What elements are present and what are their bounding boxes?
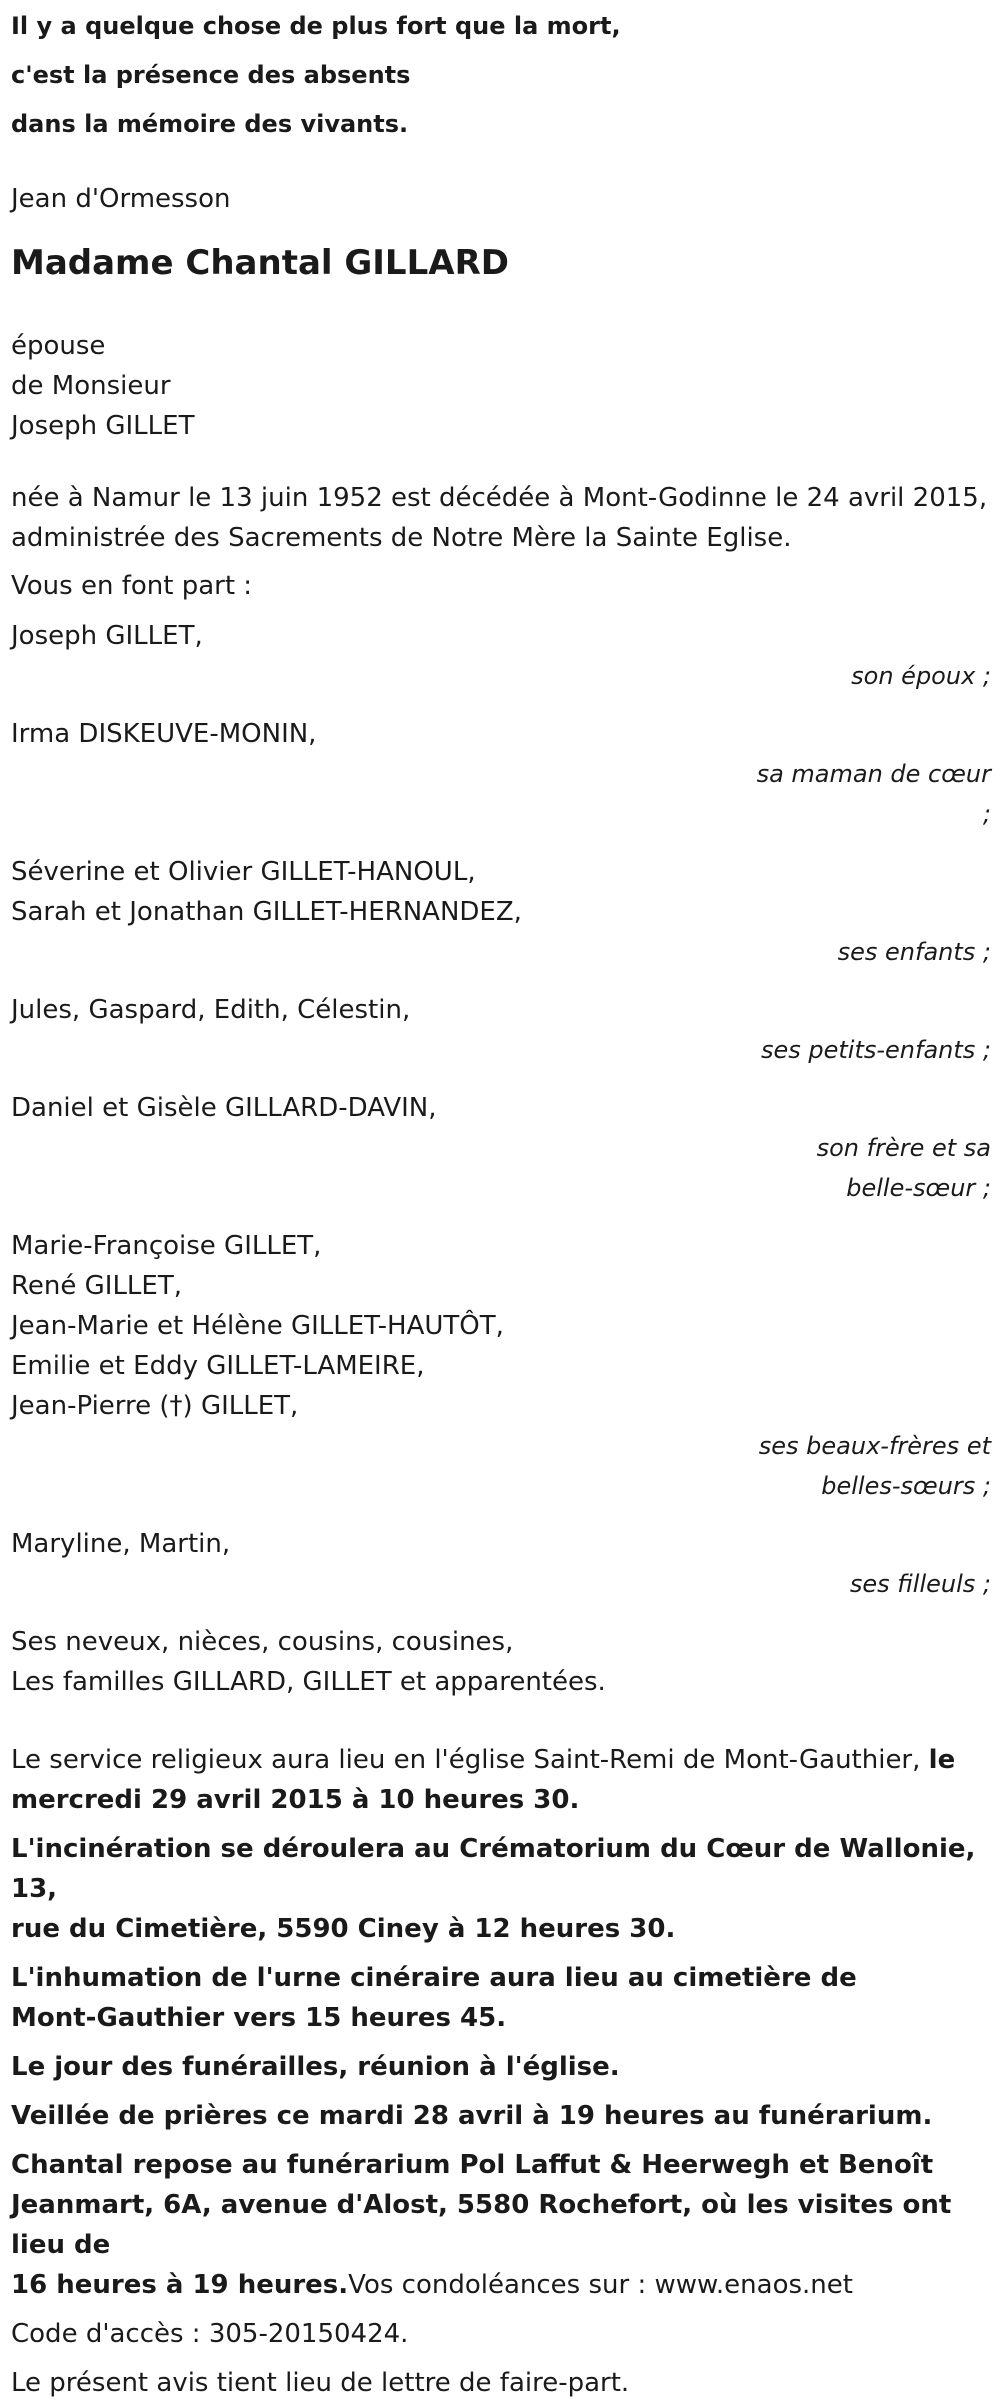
family-member: Jean-Pierre (†) GILLET, [11, 1391, 299, 1421]
family-member: René GILLET, [11, 1271, 182, 1301]
vigil-info: Veillée de prières ce mardi 28 avril à 19 heures au funérarium. [11, 2101, 933, 2131]
spouse-line: Joseph GILLET [11, 411, 195, 441]
service-text: Le service religieux aura lieu en l'église Saint-Remi de Mont-Gauthier, [11, 1745, 929, 1775]
family-member: Joseph GILLET, [11, 621, 203, 651]
announcement-intro: Vous en font part : [11, 571, 253, 601]
family-relation: ses enfants ; [837, 938, 991, 966]
extended-family-line: Les familles GILLARD, GILLET et apparentées. [11, 1667, 606, 1697]
family-group [11, 1226, 991, 1506]
family-relation: ses petits-enfants ; [760, 1036, 991, 1064]
family-member: Jules, Gaspard, Edith, Célestin, [11, 995, 411, 1025]
family-member: Sarah et Jonathan GILLET-HERNANDEZ, [11, 897, 522, 927]
inhumation-line: L'inhumation de l'urne cinéraire aura lieu au cimetière de [11, 1963, 857, 1993]
incineration-info [11, 1829, 991, 1949]
family-member: Jean-Marie et Hélène GILLET-HAUTÔT, [11, 1311, 504, 1341]
quote-line: c'est la présence des absents [11, 61, 411, 89]
reunion-info: Le jour des funérailles, réunion à l'église. [11, 2052, 620, 2082]
family-group [11, 1524, 991, 1604]
service-date-start: le [928, 1745, 956, 1775]
family-group [11, 714, 991, 834]
family-relation: ses filleuls ; [849, 1570, 991, 1598]
family-group [11, 990, 991, 1070]
family-member: Marie-Françoise GILLET, [11, 1231, 322, 1261]
incineration-line: L'incinération se déroulera au Crématorium du Cœur de Wallonie, 13, [11, 1834, 976, 1904]
obituary-notice [11, 0, 991, 2403]
repose-last-line [11, 2265, 991, 2305]
family-relation: belles-sœurs ; [821, 1472, 991, 1500]
family-relation: son frère et sa [816, 1134, 991, 1162]
closing-note: Le présent avis tient lieu de lettre de faire-part. [11, 2368, 630, 2398]
inhumation-line: Mont-Gauthier vers 15 heures 45. [11, 2003, 507, 2033]
family-relation: belle-sœur ; [846, 1174, 991, 1202]
spouse-line: épouse [11, 331, 106, 361]
family-member: Irma DISKEUVE-MONIN, [11, 719, 317, 749]
family-member: Daniel et Gisèle GILLARD-DAVIN, [11, 1093, 437, 1123]
inhumation-info [11, 1958, 991, 2038]
family-relation: son époux ; [851, 662, 991, 690]
spouse-block [11, 326, 991, 446]
family-group [11, 852, 991, 972]
quote-line: dans la mémoire des vivants. [11, 110, 409, 138]
extended-family [11, 1622, 991, 1702]
deceased-name: Madame Chantal GILLARD [11, 243, 509, 283]
family-group [11, 1088, 991, 1208]
family-relation: sa maman de cœur [756, 760, 991, 788]
family-member: Maryline, Martin, [11, 1529, 231, 1559]
quote-line: Il y a quelque chose de plus fort que la mort, [11, 12, 621, 40]
family-group [11, 616, 991, 696]
quote-author: Jean d'Ormesson [11, 184, 231, 214]
condolences-text: Vos condoléances sur : www.enaos.net [348, 2270, 853, 2300]
birth-death-line: née à Namur le 13 juin 1952 est décédée à Mont-Godinne le 24 avril 2015, [11, 483, 988, 513]
family-relation: ses beaux-frères et [758, 1432, 991, 1460]
repose-info [11, 2145, 991, 2305]
repose-line: Chantal repose au funérarium Pol Laffut & Heerwegh et Benoît [11, 2150, 934, 2180]
quote-block [11, 2, 991, 149]
birth-death-line: administrée des Sacrements de Notre Mère la Sainte Eglise. [11, 523, 792, 553]
service-line [11, 1740, 991, 1780]
family-relation: ; [982, 800, 991, 828]
service-date: mercredi 29 avril 2015 à 10 heures 30. [11, 1785, 580, 1815]
extended-family-line: Ses neveux, nièces, cousins, cousines, [11, 1627, 514, 1657]
visiting-hours: 16 heures à 19 heures. [11, 2270, 349, 2300]
family-member: Emilie et Eddy GILLET-LAMEIRE, [11, 1351, 425, 1381]
access-code: Code d'accès : 305-20150424. [11, 2319, 409, 2349]
service-info [11, 1740, 991, 1820]
repose-line: Jeanmart, 6A, avenue d'Alost, 5580 Rochefort, où les visites ont lieu de [11, 2190, 952, 2260]
birth-death-text [11, 478, 991, 558]
incineration-line: rue du Cimetière, 5590 Ciney à 12 heures 30. [11, 1914, 676, 1944]
family-member: Séverine et Olivier GILLET-HANOUL, [11, 857, 476, 887]
spouse-line: de Monsieur [11, 371, 171, 401]
